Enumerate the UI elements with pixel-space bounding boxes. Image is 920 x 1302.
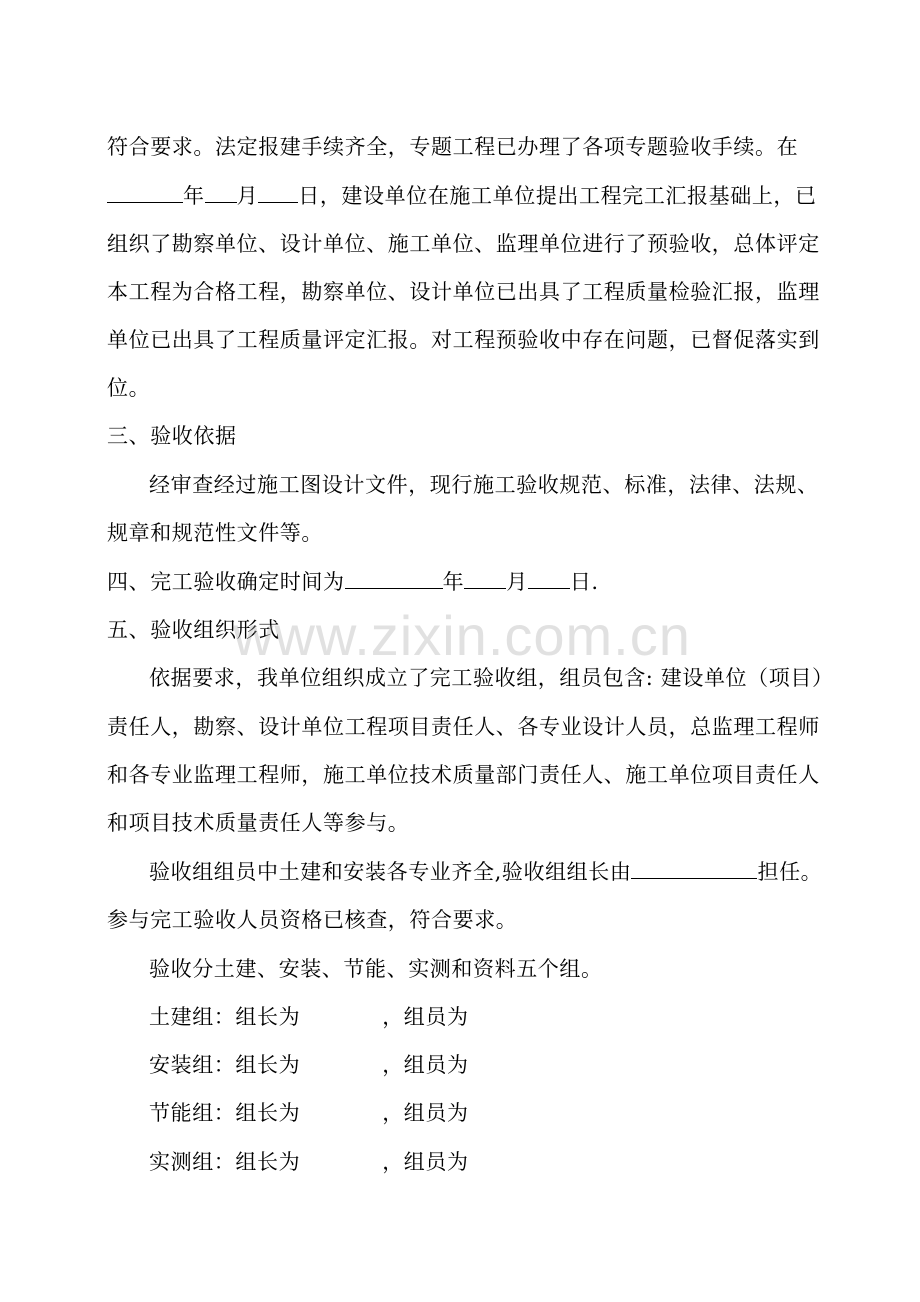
group-members: ，组员为 — [382, 1101, 469, 1125]
text-line: 组织了勘察单位、设计单位、施工单位、监理单位进行了预验收，总体评定 — [107, 232, 820, 256]
group-name: 土建组：组长为 — [149, 1005, 301, 1029]
blank-month — [464, 568, 506, 589]
text-line: 和项目技术质量责任人等参与。 — [107, 811, 410, 835]
section-heading: 三、验收依据 — [107, 424, 237, 448]
text-segment: 日，建设单位在施工单位提出工程完工汇报基础上，已 — [298, 184, 817, 208]
blank-leader — [631, 858, 757, 879]
text-line: 责任人，勘察、设计单位工程项目责任人、各专业设计人员，总监理工程师 — [107, 715, 820, 739]
label-day: 日. — [569, 570, 599, 594]
text-line: 符合要求。法定报建手续齐全，专题工程已办理了各项专题验收手续。在 — [107, 135, 799, 159]
group-members: ，组员为 — [382, 1053, 469, 1077]
text-line: 验收分土建、安装、节能、实测和资料五个组。 — [149, 957, 603, 981]
blank-day — [258, 182, 298, 203]
label-month: 月 — [236, 184, 259, 208]
group-line — [149, 1050, 819, 1080]
text-line: 依据要求，我单位组织成立了完工验收组，组员包含: 建设单位（项目） — [149, 666, 834, 690]
text-line: 单位已出具了工程质量评定汇报。对工程预验收中存在问题，已督促落实到 — [107, 328, 820, 352]
label-year: 年 — [442, 570, 465, 594]
blank-day — [528, 568, 570, 589]
text-segment: 担任。 — [757, 860, 823, 884]
text-segment: 验收组组员中土建和安装各专业齐全,验收组组长由 — [149, 860, 632, 884]
blank-year — [345, 568, 443, 589]
completion-date-line — [107, 567, 819, 597]
group-members: ，组员为 — [382, 1150, 469, 1174]
text-line: 参与完工验收人员资格已核查，符合要求。 — [107, 908, 518, 932]
watermark: www.zixin.com.cn — [233, 604, 691, 667]
group-name: 节能组：组长为 — [149, 1101, 301, 1125]
group-line — [149, 1002, 819, 1032]
text-segment: 四、完工验收确定时间为 — [107, 570, 345, 594]
group-members: ，组员为 — [382, 1005, 469, 1029]
text-line: 和各专业监理工程师，施工单位技术质量部门责任人、施工单位项目责任人 — [107, 763, 820, 787]
date-line — [107, 181, 819, 211]
group-name: 实测组：组长为 — [149, 1150, 301, 1174]
group-line — [149, 1098, 819, 1128]
text-line: 经审查经过施工图设计文件，现行施工验收规范、标准，法律、法规、 — [149, 473, 819, 497]
section-heading: 五、验收组织形式 — [107, 618, 280, 642]
group-name: 安装组：组长为 — [149, 1053, 301, 1077]
blank-month — [205, 182, 237, 203]
blank-year — [107, 182, 183, 203]
label-year: 年 — [183, 184, 205, 208]
label-month: 月 — [506, 570, 528, 594]
text-line: 规章和规范性文件等。 — [107, 521, 323, 545]
text-line: 位。 — [107, 376, 151, 400]
text-line: 本工程为合格工程，勘察单位、设计单位已出具了工程质量检验汇报，监理 — [107, 280, 820, 304]
group-line — [149, 1147, 819, 1177]
leader-line — [149, 857, 823, 887]
